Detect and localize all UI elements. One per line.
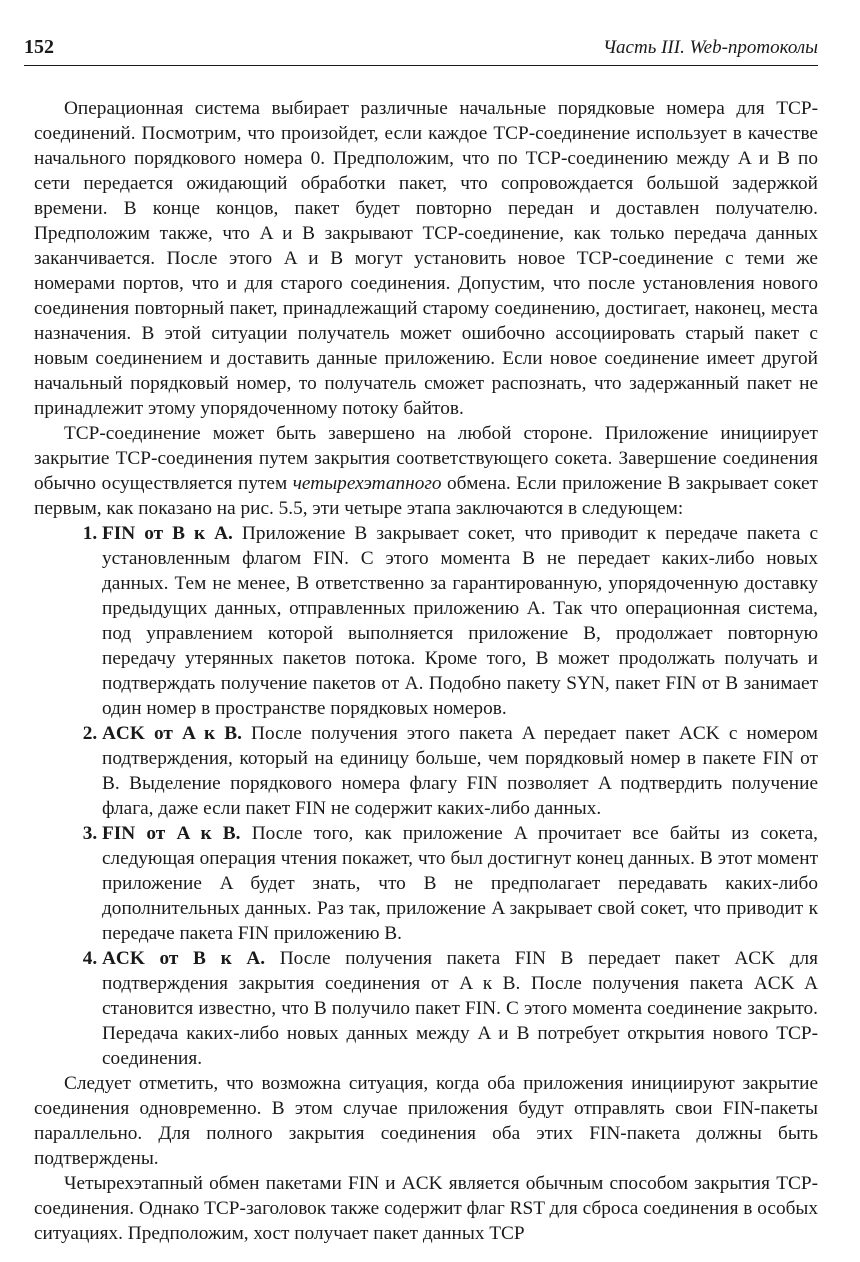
step-text: После получения пакета FIN B передает пакет ACK для подтверждения закрытия соединения от A к B. После получения пакета ACK A становится известно, что B получило пакет FIN. С этого момента соединение закрыто. Передача каких-либо новых данных между A и B потребует открытия нового TCP-соединения. [102,948,819,1069]
list-item [102,721,818,821]
step-text: После того, как приложение A прочитает все байты из сокета, следующая операция чтения покажет, что был достигнут конец данных. В этот момент приложение A будет знать, что B не предполагает передавать каких-либо дополнительных данных. Раз так, приложение A закрывает свой сокет, что приводит к передаче пакета FIN приложению B. [102,823,819,944]
step-text: Приложение B закрывает сокет, что приводит к передаче пакета с установленным флагом FIN. С этого момента B не передает каких-либо новых данных. Тем не менее, B ответственно за гарантированную, упорядоченную доставку предыдущих данных, отправленных приложению A. Так что операционная система, под управлением которой выполняется приложение B, продолжает повторную передачу утерянных пакетов потока. Кроме того, B может продолжать получать и подтверждать получение пакетов от A. Подобно пакету SYN, пакет FIN от B занимает один номер в пространстве порядковых номеров. [102,523,818,719]
paragraph-text: обмена. Если приложение B закрывает сокет первым, как показано на рис. 5.5, эти четыре этапа заключаются в следующем: [34,473,818,519]
step-title: FIN от A к B. [102,823,241,844]
list-item [102,521,818,721]
step-title: ACK от A к B. [102,723,242,744]
running-head: Часть III. Web-протоколы [602,37,818,58]
step-title: ACK от B к A. [102,948,266,969]
paragraph-rst-flag: Четырехэтапный обмен пакетами FIN и ACK является обычным способом закрытия TCP-соединения. Однако TCP-заголовок также содержит флаг RST для сброса соединения в особых ситуациях. Предположим, хост получает пакет данных TCP [34,1173,818,1244]
termination-steps-list [34,521,818,1071]
list-item [102,821,818,946]
page-header [24,36,818,66]
paragraph-initial-sequence-numbers: Операционная система выбирает различные начальные порядковые номера для TCP-соединений. Посмотрим, что произойдет, если каждое TCP-соединение использует в качестве начального порядкового номера 0. Предположим, что по TCP-соединению между A и B по сети передается ожидающий обработки пакет, что сопровождается большой задержкой времени. В конце концов, пакет будет повторно передан и доставлен получателю. Предположим также, что A и B закрывают TCP-соединение, как только передача данных заканчивается. После этого A и B могут установить новое TCP-соединение с теми же номерами портов, что и для старого соединения. Допустим, что после установления нового соединения повторный пакет, принадлежащий старому соединению, достигает, наконец, места назначения. В этой ситуации получатель может ошибочно ассоциировать старый пакет с новым соединением и доставить данные приложению. Если новое соединение имеет другой начальный порядковый номер, то получатель сможет распознать, что задержанный пакет не принадлежит этому упорядоченному потоку байтов. [34,98,818,419]
list-item [102,946,818,1071]
paragraph-simultaneous-close: Следует отметить, что возможна ситуация, когда оба приложения инициируют закрытие соединения одновременно. В этом случае приложения будут отправлять свои FIN-пакеты параллельно. Для полного закрытия соединения оба этих FIN-пакета должны быть подтверждены. [34,1073,818,1169]
emphasized-term: четырехэтапного [292,473,442,494]
paragraph-connection-termination [34,421,818,521]
step-title: FIN от B к A. [102,523,233,544]
page-body [34,96,818,1246]
page-number: 152 [24,36,54,58]
step-text: После получения этого пакета A передает пакет ACK с номером подтверждения, который на единицу больше, чем порядковый номер в пакете FIN от B. Выделение порядкового номера флагу FIN позволяет A подтвердить получение флага, даже если пакет FIN не содержит каких-либо данных. [102,723,818,819]
paragraph-text: TCP-соединение может быть завершено на любой стороне. Приложение инициирует закрытие TCP-соединения путем закрытия соответствующего сокета. Завершение соединения обычно осуществляется путем [34,423,818,494]
